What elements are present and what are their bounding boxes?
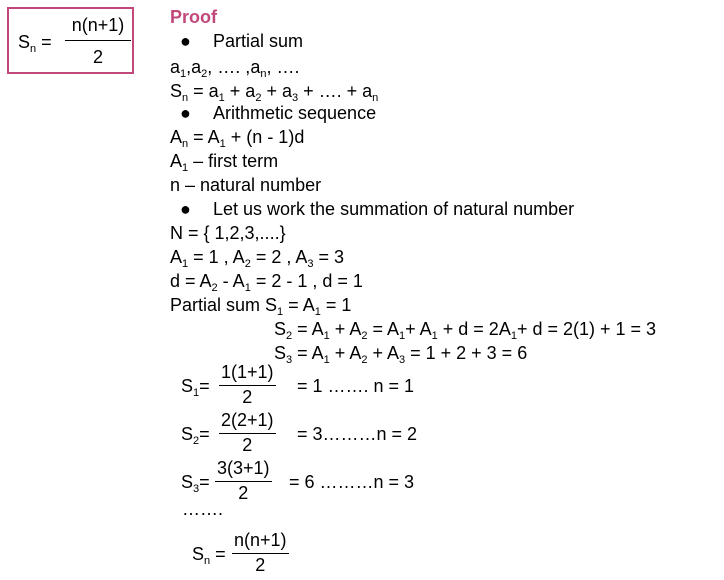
fraction-s2: $S_2=$ 2(2+1) 2 = 3………n = 2: [181, 410, 418, 455]
continuation-dots: …….: [182, 499, 224, 519]
formula-lhs: $S_n$ =: [18, 32, 52, 55]
set-n: N = { 1,2,3,....}: [170, 223, 286, 243]
partial-sum-s1: Partial sum $S_1 = A_1 = 1$: [170, 295, 352, 318]
a1-definition: $A_1$ – first term: [170, 151, 279, 174]
n-definition: n – natural number: [170, 175, 322, 195]
formula-fraction: [65, 15, 131, 68]
bullet-partial-sum: ● Partial sum: [180, 31, 304, 51]
fraction-s1: $S_1=$ 1(1+1) 2 = 1 ……. n = 1: [181, 362, 415, 407]
an-formula: $A_n = A_1 + (n - 1)d$: [170, 127, 305, 150]
a-values: $A_1 = 1$ , $A_2 = 2$ , $A_3 = 3$: [170, 247, 345, 270]
fraction-sn: $S_n$ = n(n+1) 2: [192, 530, 287, 575]
fraction-s3: $S_3=$ 3(3+1) 2 = 6 ………n = 3: [181, 458, 415, 503]
partial-sum-s2: $S_2 = A_1 + A_2 = A_1+ A_1 + d = 2A_1+ d = 2(1) + 1 = 3$: [274, 319, 657, 342]
bullet-summation: ● Let us work the summation of natural number: [180, 199, 575, 219]
partial-sum-line: $S_n = a_1 + a_2 + a_3$ + …. + $a_n$: [170, 81, 379, 104]
sequence-line: $a_1,a_2$, …. $,a_n$, ….: [170, 57, 300, 80]
formula-numerator: n(n+1): [65, 15, 131, 41]
formula-box: [7, 7, 134, 74]
bullet-arithmetic: ● Arithmetic sequence: [180, 103, 377, 123]
formula-denominator: 2: [92, 47, 103, 67]
proof-title: Proof: [170, 7, 217, 27]
partial-sum-s3: $S_3 = A_1 + A_2 + A_3 = 1 + 2 + 3 = 6$: [274, 343, 528, 366]
common-difference: $d = A_2 - A_1 = 2 - 1$ , d = 1: [170, 271, 363, 294]
